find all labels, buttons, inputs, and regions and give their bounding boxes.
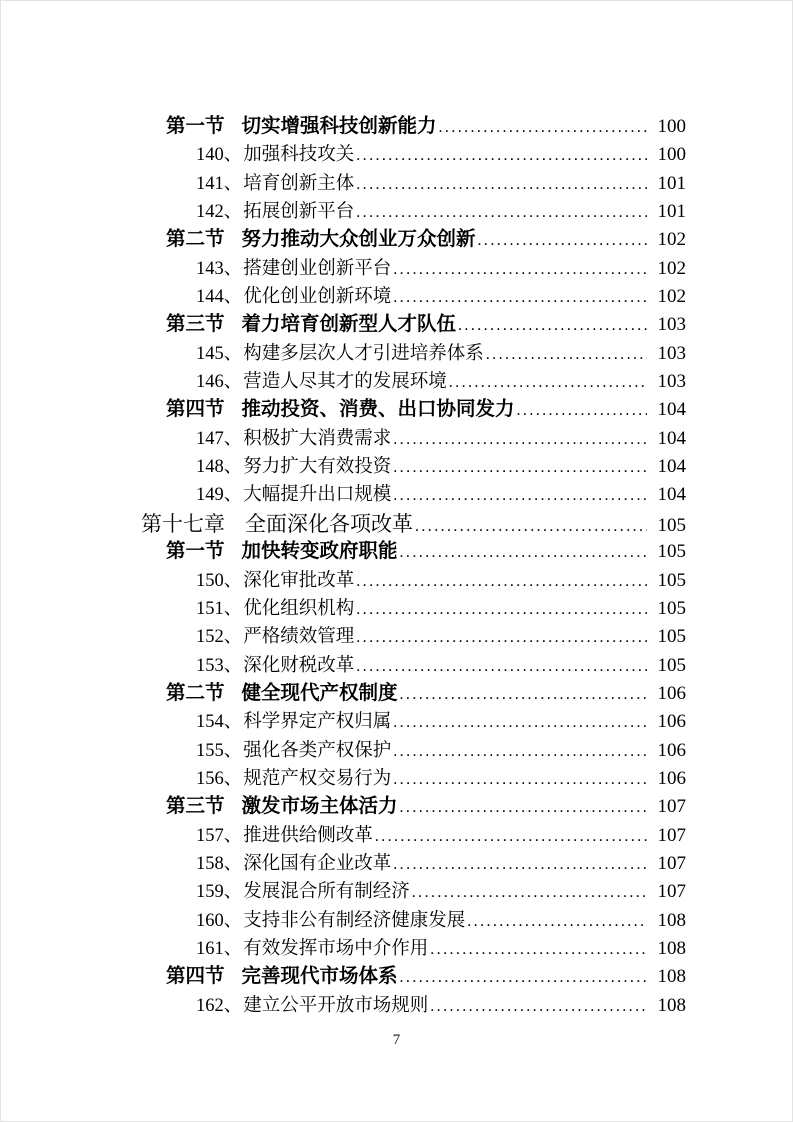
toc-entry-label: 第一节: [166, 116, 225, 137]
toc-entry-label: 161、: [196, 938, 243, 959]
toc-entry-label: 148、: [196, 457, 243, 478]
toc-entry-title: 完善现代市场体系: [241, 966, 398, 988]
dot-leader: [393, 851, 647, 879]
dot-leader: [486, 341, 647, 369]
toc-entry-item[interactable]: [141, 283, 686, 311]
dot-leader: [393, 482, 647, 510]
toc-entry-page: 106: [657, 682, 686, 704]
toc-entry-page: 104: [657, 427, 686, 449]
toc-entry-page: 107: [657, 796, 686, 818]
toc-entry-page: 106: [657, 739, 686, 761]
toc-entry-page: 104: [657, 484, 686, 506]
toc-entry-label: 144、: [196, 287, 243, 308]
toc-entry-page: 105: [657, 541, 686, 563]
toc-entry-item[interactable]: [141, 652, 686, 680]
toc-entry-title: 着力培育创新型人才队伍: [241, 314, 457, 336]
toc-entry-section[interactable]: [141, 311, 686, 339]
toc-entry-item[interactable]: [141, 907, 686, 935]
toc-entry-title: 全面深化各项改革: [245, 511, 413, 536]
dot-leader: [400, 964, 647, 992]
dot-leader: [439, 114, 647, 142]
toc-entry-title: 推进供给侧改革: [243, 825, 373, 846]
dot-leader: [356, 653, 647, 681]
toc-entry-section[interactable]: [141, 538, 686, 566]
toc-entry-item[interactable]: [141, 737, 686, 765]
toc-entry-label: 154、: [196, 712, 243, 733]
dot-leader: [375, 823, 647, 851]
dot-leader: [430, 993, 647, 1021]
toc-entry-item[interactable]: [141, 481, 686, 509]
toc-entry-page: 104: [657, 456, 686, 478]
dot-leader: [356, 171, 647, 199]
toc-entry-page: 107: [657, 881, 686, 903]
toc-entry-item[interactable]: [141, 623, 686, 651]
toc-entry-title: 构建多层次人才引进培养体系: [243, 343, 484, 364]
toc-entry-section[interactable]: [141, 680, 686, 708]
toc-entry-page: 102: [657, 229, 686, 251]
toc-entry-section[interactable]: [141, 226, 686, 254]
toc-entry-page: 100: [657, 116, 686, 137]
toc-entry-page: 105: [657, 514, 686, 536]
dot-leader: [393, 709, 647, 737]
toc-entry-item[interactable]: [141, 198, 686, 226]
toc-entry-title: 优化创业创新环境: [243, 287, 392, 308]
toc-entry-title: 深化财税改革: [243, 655, 355, 676]
toc-entry-title: 发展混合所有制经济: [243, 882, 410, 903]
toc-entry-section[interactable]: [141, 963, 686, 991]
toc-entry-title: 有效发挥市场中介作用: [243, 938, 429, 959]
toc-entry-item[interactable]: [141, 878, 686, 906]
dot-leader: [393, 426, 647, 454]
toc-entry-title: 加强科技攻关: [243, 145, 355, 166]
toc-entry-item[interactable]: [141, 425, 686, 453]
toc-entry-title: 深化国有企业改革: [243, 853, 392, 874]
toc-entry-label: 142、: [196, 202, 243, 223]
toc-entry-title: 激发市场主体活力: [241, 796, 398, 818]
dot-leader: [393, 454, 647, 482]
toc-entry-item[interactable]: [141, 595, 686, 623]
page-footer: [1, 1032, 792, 1049]
toc-entry-item[interactable]: [141, 935, 686, 963]
toc-entry-section[interactable]: [141, 396, 686, 424]
toc-entry-item[interactable]: [141, 170, 686, 198]
dot-leader: [412, 879, 647, 907]
toc-entry-title: 培育创新主体: [243, 173, 355, 194]
toc-entry-page: 100: [657, 144, 686, 166]
toc-entry-title: 营造人尽其才的发展环境: [243, 372, 447, 393]
dot-leader: [356, 142, 647, 170]
toc-entry-page: 101: [657, 201, 686, 223]
toc-entry-label: 第四节: [166, 966, 225, 988]
toc-entry-item[interactable]: [141, 368, 686, 396]
dot-leader: [356, 624, 647, 652]
toc-entry-page: 105: [657, 626, 686, 648]
dot-leader: [393, 738, 647, 766]
toc-entry-section[interactable]: [141, 793, 686, 821]
toc-entry-title: 加快转变政府职能: [241, 541, 398, 563]
dot-leader: [356, 596, 647, 624]
toc-entry-title: 深化审批改革: [243, 570, 355, 591]
dot-leader: [517, 397, 647, 425]
dot-leader: [400, 539, 647, 567]
toc-entry-label: 141、: [196, 173, 243, 194]
toc-entry-page: 105: [657, 654, 686, 676]
toc-entry-item[interactable]: [141, 255, 686, 283]
toc-entry-label: 159、: [196, 882, 243, 903]
toc-entry-label: 第三节: [166, 314, 225, 336]
toc-entry-title: 切实增强科技创新能力: [241, 116, 437, 137]
toc-entry-page: 102: [657, 286, 686, 308]
toc-entry-label: 第二节: [166, 229, 225, 251]
dot-leader: [415, 513, 647, 541]
toc-entry-label: 第四节: [166, 399, 225, 421]
toc-entry-page: 104: [657, 399, 686, 421]
toc-entry-label: 149、: [196, 485, 243, 506]
toc-entry-title: 优化组织机构: [243, 598, 355, 619]
toc-entry-label: 140、: [196, 145, 243, 166]
dot-leader: [400, 794, 647, 822]
toc-entry-page: 103: [657, 314, 686, 336]
dot-leader: [356, 199, 647, 227]
toc-entry-title: 拓展创新平台: [243, 202, 355, 223]
toc-entry-title: 健全现代产权制度: [241, 682, 398, 704]
dot-leader: [449, 369, 647, 397]
dot-leader: [430, 936, 647, 964]
dot-leader: [393, 284, 647, 312]
toc-entry-label: 152、: [196, 627, 243, 648]
toc-entry-label: 146、: [196, 372, 243, 393]
toc-entry-title: 严格绩效管理: [243, 627, 355, 648]
toc-entry-label: 143、: [196, 258, 243, 279]
toc-entry-item[interactable]: [141, 765, 686, 793]
toc-entry-section[interactable]: [141, 113, 686, 141]
toc-entry-title: 强化各类产权保护: [243, 740, 392, 761]
toc-entry-item[interactable]: [141, 567, 686, 595]
toc-entry-item[interactable]: [141, 141, 686, 169]
dot-leader: [400, 681, 647, 709]
toc-entry-title: 建立公平开放市场规则: [243, 995, 429, 1016]
toc-entry-label: 第一节: [166, 541, 225, 563]
dot-leader: [458, 312, 647, 340]
toc-entry-page: 103: [657, 371, 686, 393]
toc-entry-label: 162、: [196, 995, 243, 1016]
toc-entry-label: 160、: [196, 910, 243, 931]
toc-entry-page: 101: [657, 172, 686, 194]
toc-entry-label: 第十七章: [141, 511, 225, 536]
toc-entry-page: 108: [657, 994, 686, 1016]
toc-entry-label: 145、: [196, 343, 243, 364]
toc-entry-title: 努力扩大有效投资: [243, 457, 392, 478]
table-of-contents: [141, 113, 686, 1020]
dot-leader: [393, 766, 647, 794]
toc-entry-page: 103: [657, 342, 686, 364]
dot-leader: [356, 568, 647, 596]
toc-entry-title: 努力推动大众创业万众创新: [241, 229, 476, 251]
toc-entry-label: 第二节: [166, 682, 225, 704]
toc-entry-page: 108: [657, 966, 686, 988]
toc-entry-title: 科学界定产权归属: [243, 712, 392, 733]
toc-entry-item[interactable]: [141, 850, 686, 878]
toc-entry-title: 搭建创业创新平台: [243, 258, 392, 279]
toc-entry-page: 105: [657, 597, 686, 619]
toc-entry-label: 147、: [196, 428, 243, 449]
toc-entry-page: 107: [657, 824, 686, 846]
page-number: 7: [392, 1032, 401, 1048]
toc-entry-page: 105: [657, 569, 686, 591]
toc-entry-label: 151、: [196, 598, 243, 619]
toc-entry-item[interactable]: [141, 822, 686, 850]
toc-entry-item[interactable]: [141, 453, 686, 481]
toc-entry-item[interactable]: [141, 708, 686, 736]
toc-entry-page: 106: [657, 767, 686, 789]
toc-entry-page: 108: [657, 937, 686, 959]
toc-entry-page: 107: [657, 852, 686, 874]
toc-entry-chapter[interactable]: [141, 510, 686, 538]
toc-entry-title: 积极扩大消费需求: [243, 428, 392, 449]
toc-entry-title: 大幅提升出口规模: [243, 485, 392, 506]
dot-leader: [478, 227, 647, 255]
toc-entry-label: 155、: [196, 740, 243, 761]
dot-leader: [467, 908, 647, 936]
toc-entry-label: 158、: [196, 853, 243, 874]
toc-entry-page: 106: [657, 711, 686, 733]
toc-entry-item[interactable]: [141, 340, 686, 368]
toc-entry-label: 156、: [196, 768, 243, 789]
toc-entry-title: 推动投资、消费、出口协同发力: [241, 399, 515, 421]
dot-leader: [393, 256, 647, 284]
toc-entry-label: 第三节: [166, 796, 225, 818]
toc-entry-label: 153、: [196, 655, 243, 676]
toc-entry-title: 规范产权交易行为: [243, 768, 392, 789]
toc-entry-label: 157、: [196, 825, 243, 846]
toc-entry-page: 102: [657, 257, 686, 279]
toc-entry-label: 150、: [196, 570, 243, 591]
toc-entry-title: 支持非公有制经济健康发展: [243, 910, 466, 931]
toc-entry-item[interactable]: [141, 992, 686, 1020]
toc-entry-page: 108: [657, 909, 686, 931]
